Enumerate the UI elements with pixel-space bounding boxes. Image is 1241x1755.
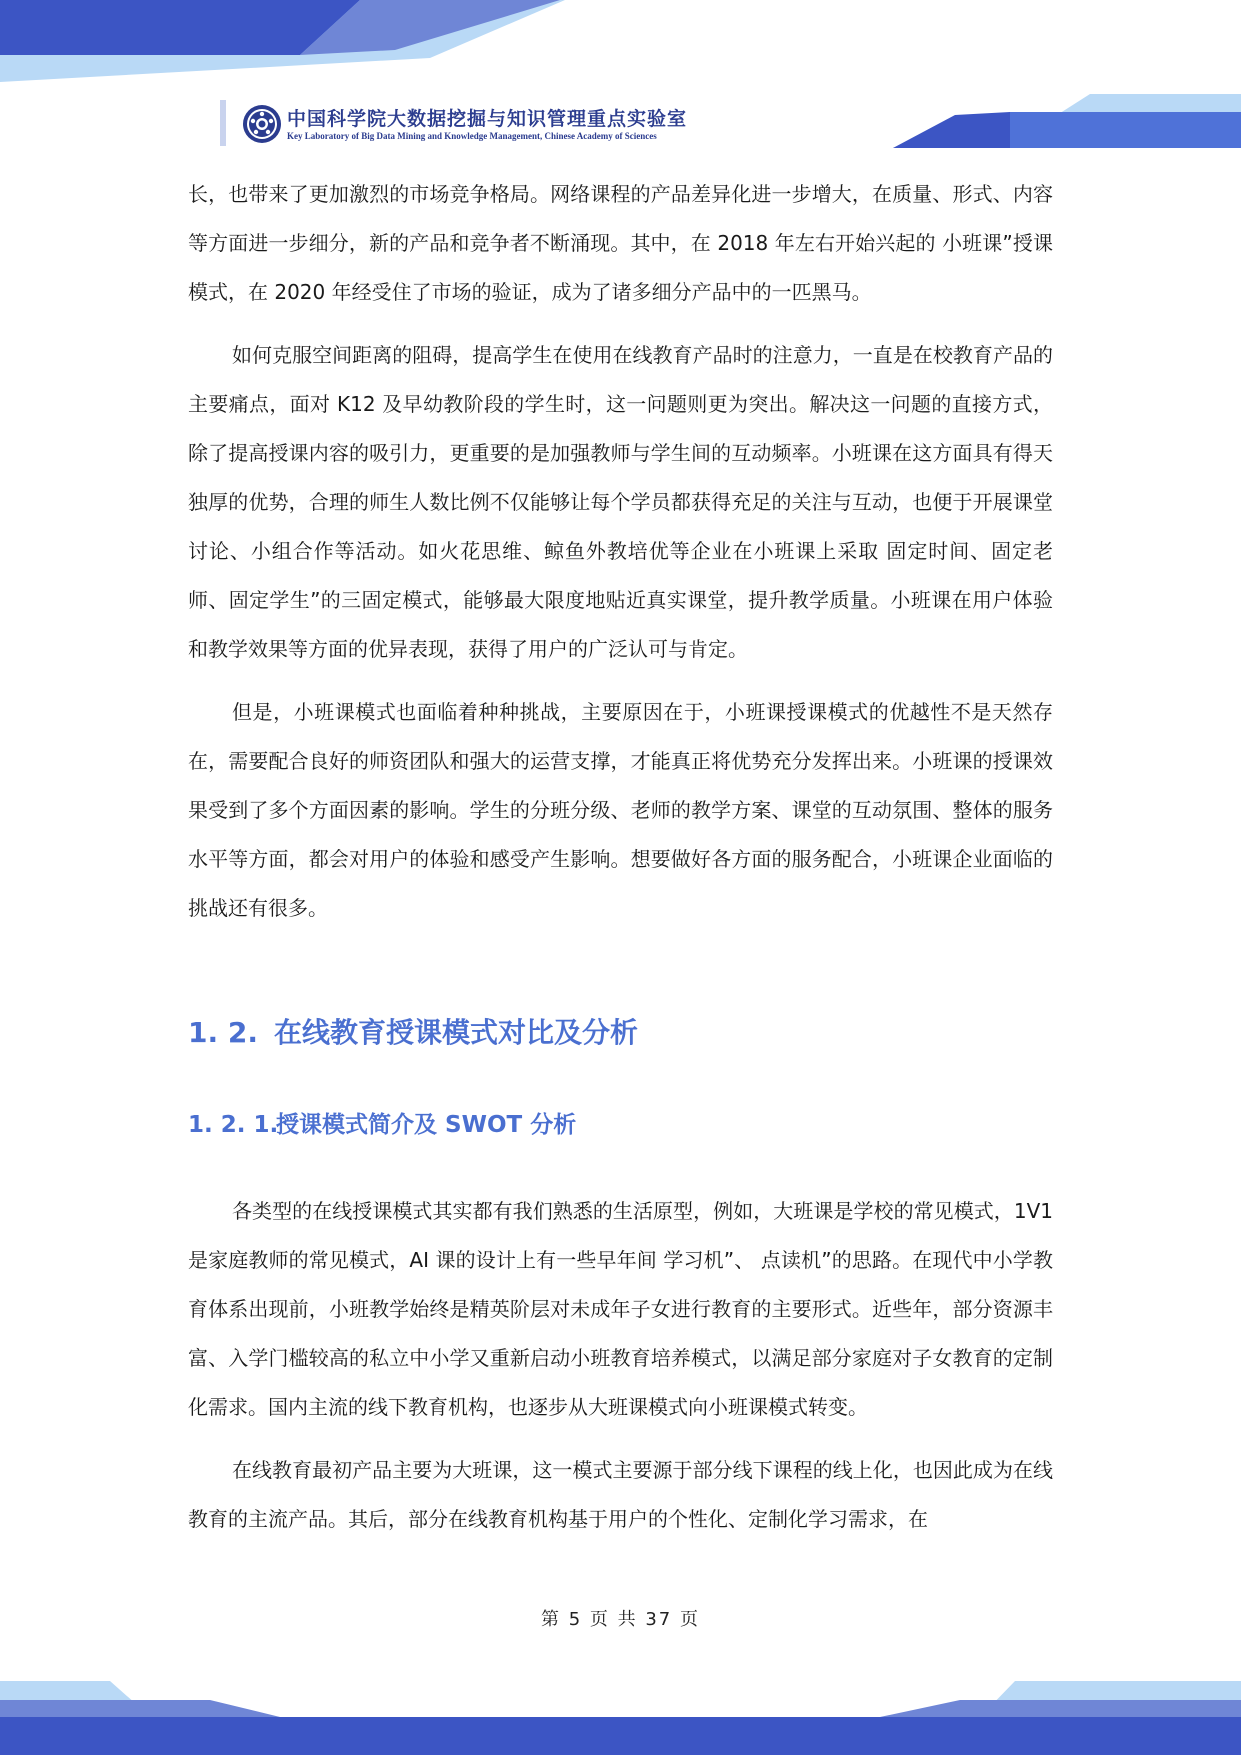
section-heading: [188, 1013, 638, 1053]
cas-logo-icon: [242, 104, 282, 144]
subsection-number: 1. 2. 1.: [188, 1112, 279, 1138]
page-number: 第 5 页 共 37 页: [541, 1609, 700, 1630]
body-text-top: [188, 170, 1053, 933]
body-text-bottom: [188, 1187, 1053, 1544]
paragraph-1: 长，也带来了更加激烈的市场竞争格局。网络课程的产品差异化进一步增大，在质量、形式、内容等方面进一步细分，新的产品和竞争者不断涌现。其中，在 2018 年左右开始兴起的 小班课”授课模式，在 2020 年经受住了市场的验证，成为了诸多细分产品中的一匹黑马。: [188, 182, 1053, 304]
lab-name-en: Key Laboratory of Big Data Mining and Knowledge Management, Chinese Academy of Sciences: [287, 131, 657, 141]
paragraph-3: 但是，小班课模式也面临着种种挑战，主要原因在于，小班课授课模式的优越性不是天然存在，需要配合良好的师资团队和强大的运营支撑，才能真正将优势充分发挥出来。小班课的授课效果受到了多个方面因素的影响。学生的分班分级、老师的教学方案、课堂的互动氛围、整体的服务水平等方面，都会对用户的体验和感受产生影响。想要做好各方面的服务配合，小班课企业面临的挑战还有很多。: [188, 700, 1053, 920]
right-mid-stripe: [893, 112, 1010, 148]
bottom-mid-left: [0, 1700, 280, 1717]
header-accent-bar: [220, 100, 226, 146]
lab-name-cn: 中国科学院大数据挖掘与知识管理重点实验室: [287, 108, 688, 130]
bottom-mid-right: [880, 1700, 1241, 1717]
bottom-dark-band: [0, 1717, 1241, 1755]
section-title: 在线教育授课模式对比及分析: [274, 1016, 639, 1049]
section-number: 1. 2.: [188, 1016, 258, 1049]
paragraph-5: 在线教育最初产品主要为大班课，这一模式主要源于部分线下课程的线上化，也因此成为在线教育的主流产品。其后，部分在线教育机构基于用户的个性化、定制化学习需求，在: [188, 1458, 1053, 1531]
top-dark-stripe: [0, 0, 360, 55]
subsection-title: 授课模式简介及 SWOT 分析: [276, 1112, 577, 1138]
subsection-heading: [188, 1108, 576, 1142]
paragraph-4: 各类型的在线授课模式其实都有我们熟悉的生活原型，例如，大班课是学校的常见模式，1V1 是家庭教师的常见模式，AI 课的设计上有一些早年间 学习机”、 点读机”的思路。在现代中小学教育体系出现前，小班教学始终是精英阶层对未成年子女进行教育的主要形式。近些年，部分资源丰富、入学门槛较高的私立中小学又重新启动小班教育培养模式，以满足部分家庭对子女教育的定制化需求。国内主流的线下教育机构，也逐步从大班课模式向小班课模式转变。: [188, 1199, 1053, 1419]
paragraph-2: 如何克服空间距离的阻碍，提高学生在使用在线教育产品时的注意力，一直是在校教育产品的主要痛点，面对 K12 及早幼教阶段的学生时，这一问题则更为突出。解决这一问题的直接方式，除了提高授课内容的吸引力，更重要的是加强教师与学生间的互动频率。小班课在这方面具有得天独厚的优势，合理的师生人数比例不仅能够让每个学员都获得充足的关注与互动，也便于开展课堂讨论、小组合作等活动。如火花思维、鲸鱼外教培优等企业在小班课上采取 固定时间、固定老师、固定学生”的三固定模式，能够最大限度地贴近真实课堂，提升教学质量。小班课在用户体验和教学效果等方面的优异表现，获得了用户的广泛认可与肯定。: [188, 343, 1053, 661]
